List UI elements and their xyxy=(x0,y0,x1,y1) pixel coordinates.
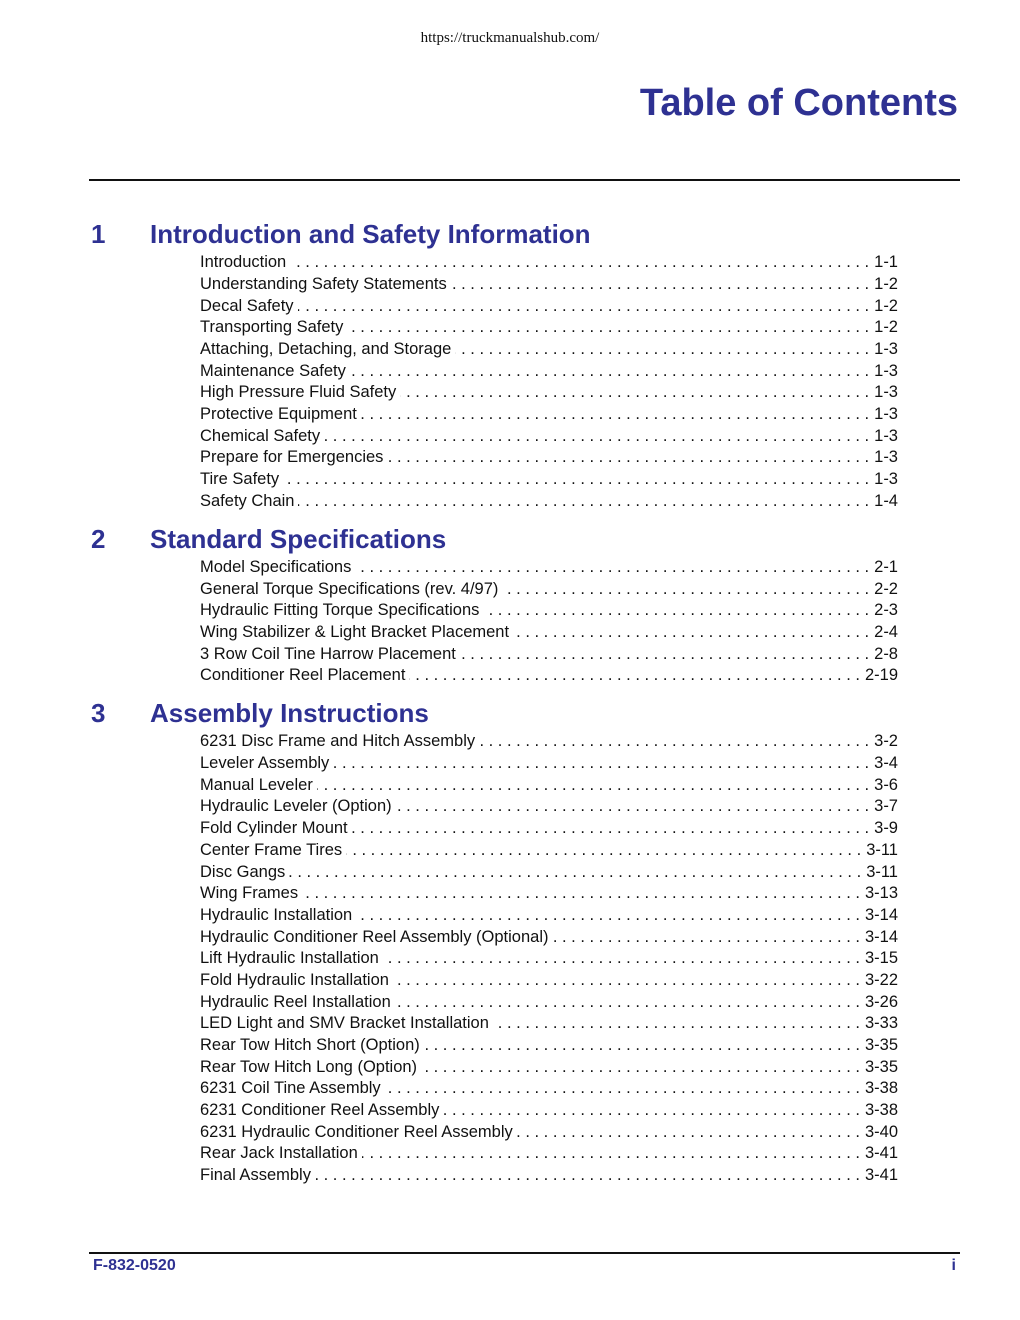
dot-leader xyxy=(400,382,869,404)
toc-entry-label: Tire Safety xyxy=(200,470,280,489)
dot-leader xyxy=(290,252,869,274)
toc-entry-label: Hydraulic Conditioner Reel Assembly (Optional) xyxy=(200,927,549,946)
toc-entry-label: Hydraulic Installation xyxy=(200,905,353,924)
toc-entry[interactable] xyxy=(200,382,898,404)
toc-entry[interactable] xyxy=(200,1100,898,1122)
dot-leader xyxy=(333,753,869,775)
toc-entry-page: 2-19 xyxy=(864,666,898,685)
toc-entry-page: 1-3 xyxy=(874,361,898,380)
toc-entry[interactable] xyxy=(200,426,898,448)
toc-entry-label: Introduction xyxy=(200,253,287,272)
section-number: 3 xyxy=(91,698,106,729)
section-heading xyxy=(91,524,898,554)
dot-leader xyxy=(298,491,869,513)
toc-entry-label: High Pressure Fluid Safety xyxy=(200,383,397,402)
toc-entry-page: 3-22 xyxy=(864,970,898,989)
toc-entry[interactable] xyxy=(200,948,898,970)
toc-entry-page: 3-40 xyxy=(864,1122,898,1141)
footer-divider xyxy=(89,1252,960,1254)
toc-entry-page: 1-3 xyxy=(874,404,898,423)
toc-entry[interactable] xyxy=(200,447,898,469)
toc-entry[interactable] xyxy=(200,905,898,927)
dot-leader xyxy=(460,644,869,666)
dot-leader xyxy=(362,1143,860,1165)
toc-entry-label: Conditioner Reel Placement xyxy=(200,666,406,685)
toc-entry[interactable] xyxy=(200,579,898,601)
section-number: 2 xyxy=(91,523,106,554)
toc-entry-page: 3-26 xyxy=(864,992,898,1011)
dot-leader xyxy=(352,818,869,840)
toc-entry[interactable] xyxy=(200,491,898,513)
toc-entry[interactable] xyxy=(200,665,898,687)
toc-entry-label: Attaching, Detaching, and Storage xyxy=(200,339,452,358)
toc-entry[interactable] xyxy=(200,927,898,949)
toc-entry-label: Lift Hydraulic Installation xyxy=(200,949,379,968)
dot-leader xyxy=(424,1035,860,1057)
dot-leader xyxy=(517,1122,860,1144)
toc-entry[interactable] xyxy=(200,1143,898,1165)
toc-entry[interactable] xyxy=(200,317,898,339)
toc-entry-page: 3-35 xyxy=(864,1057,898,1076)
toc-entry-label: Hydraulic Leveler (Option) xyxy=(200,797,392,816)
toc-entry-label: 6231 Disc Frame and Hitch Assembly xyxy=(200,732,476,751)
toc-entry-page: 3-38 xyxy=(864,1101,898,1120)
toc-entry[interactable] xyxy=(200,731,898,753)
toc-entry-label: Hydraulic Reel Installation xyxy=(200,992,391,1011)
toc-entry[interactable] xyxy=(200,992,898,1014)
toc-entry-list xyxy=(200,557,898,687)
dot-leader xyxy=(289,862,861,884)
dot-leader xyxy=(393,970,860,992)
toc-entry-page: 3-4 xyxy=(874,754,898,773)
toc-entry[interactable] xyxy=(200,883,898,905)
toc-entry-label: Leveler Assembly xyxy=(200,754,330,773)
toc-entry-page: 3-38 xyxy=(864,1079,898,1098)
section-title: Introduction and Safety Information xyxy=(150,219,591,249)
dot-leader xyxy=(361,404,869,426)
toc-entry-page: 1-3 xyxy=(874,426,898,445)
toc-entry-page: 2-8 xyxy=(874,644,898,663)
section-title: Assembly Instructions xyxy=(150,698,429,729)
section-title: Standard Specifications xyxy=(150,523,447,554)
toc-entry-label: Wing Stabilizer & Light Bracket Placement xyxy=(200,622,510,641)
toc-entry-page: 3-15 xyxy=(864,949,898,968)
dot-leader xyxy=(443,1100,860,1122)
toc-entry[interactable] xyxy=(200,1013,898,1035)
toc-entry[interactable] xyxy=(200,600,898,622)
toc-entry-page: 3-11 xyxy=(866,862,898,881)
toc-entry-list xyxy=(200,252,898,512)
toc-entry-label: Fold Hydraulic Installation xyxy=(200,970,389,989)
dot-leader xyxy=(283,469,869,491)
dot-leader xyxy=(483,600,869,622)
toc-section xyxy=(91,698,898,1187)
dot-leader xyxy=(324,426,869,448)
toc-entry[interactable] xyxy=(200,970,898,992)
toc-entry[interactable] xyxy=(200,1035,898,1057)
document-number: F-832-0520 xyxy=(93,1257,176,1274)
toc-entry-label: LED Light and SMV Bracket Installation xyxy=(200,1014,489,1033)
toc-entry-page: 3-9 xyxy=(874,819,898,838)
toc-entry-page: 3-14 xyxy=(864,927,898,946)
toc-entry[interactable] xyxy=(200,818,898,840)
toc-entry-label: Safety Chain xyxy=(200,491,295,510)
toc-entry-label: Fold Cylinder Mount xyxy=(200,819,348,838)
dot-leader xyxy=(317,775,869,797)
toc-entry-label: 6231 Coil Tine Assembly xyxy=(200,1079,381,1098)
dot-leader xyxy=(383,948,860,970)
toc-entry-label: Understanding Safety Statements xyxy=(200,274,447,293)
toc-entry[interactable] xyxy=(200,469,898,491)
toc-entry[interactable] xyxy=(200,1122,898,1144)
dot-leader xyxy=(347,317,869,339)
toc-entry-label: Rear Tow Hitch Long (Option) xyxy=(200,1057,418,1076)
dot-leader xyxy=(346,840,861,862)
dot-leader xyxy=(302,883,860,905)
dot-leader xyxy=(356,905,860,927)
toc-entry-label: Model Specifications xyxy=(200,557,352,576)
toc-entry-label: Prepare for Emergencies xyxy=(200,448,384,467)
toc-entry-page: 1-3 xyxy=(874,448,898,467)
toc-entry-label: 6231 Conditioner Reel Assembly xyxy=(200,1101,440,1120)
dot-leader xyxy=(315,1165,860,1187)
dot-leader xyxy=(385,1078,860,1100)
toc-entry-page: 1-1 xyxy=(874,253,898,272)
toc-entry-page: 3-33 xyxy=(864,1014,898,1033)
dot-leader xyxy=(513,622,869,644)
toc-entry[interactable] xyxy=(200,274,898,296)
toc-entry-page: 1-4 xyxy=(874,491,898,510)
toc-entry[interactable] xyxy=(200,644,898,666)
toc-entry-page: 1-3 xyxy=(874,470,898,489)
toc-entry[interactable] xyxy=(200,753,898,775)
toc-entry[interactable] xyxy=(200,339,898,361)
toc-entry[interactable] xyxy=(200,796,898,818)
toc-section xyxy=(91,524,898,687)
toc-entry[interactable] xyxy=(200,775,898,797)
dot-leader xyxy=(298,296,870,318)
toc-entry-page: 3-35 xyxy=(864,1036,898,1055)
toc-entry-label: General Torque Specifications (rev. 4/97) xyxy=(200,579,499,598)
toc-entry[interactable] xyxy=(200,296,898,318)
toc-entry[interactable] xyxy=(200,862,898,884)
toc-entry-page: 2-4 xyxy=(874,622,898,641)
toc-entry-label: 3 Row Coil Tine Harrow Placement xyxy=(200,644,456,663)
toc-entry[interactable] xyxy=(200,404,898,426)
dot-leader xyxy=(395,992,860,1014)
toc-entry-list xyxy=(200,731,898,1186)
toc-entry-label: Protective Equipment xyxy=(200,404,357,423)
toc-entry[interactable] xyxy=(200,557,898,579)
toc-entry-label: Decal Safety xyxy=(200,296,294,315)
dot-leader xyxy=(350,361,869,383)
table-of-contents xyxy=(91,219,898,1187)
toc-entry-page: 3-41 xyxy=(864,1144,898,1163)
toc-entry-label: Hydraulic Fitting Torque Specifications xyxy=(200,601,480,620)
toc-entry-page: 3-7 xyxy=(874,797,898,816)
toc-entry[interactable] xyxy=(200,840,898,862)
toc-entry-page: 1-2 xyxy=(874,318,898,337)
dot-leader xyxy=(355,557,869,579)
toc-entry-page: 3-14 xyxy=(864,905,898,924)
toc-entry-page: 3-41 xyxy=(864,1166,898,1185)
toc-entry-page: 1-3 xyxy=(874,383,898,402)
toc-entry-page: 1-2 xyxy=(874,296,898,315)
dot-leader xyxy=(479,731,869,753)
dot-leader xyxy=(455,339,869,361)
toc-entry[interactable] xyxy=(200,1057,898,1079)
source-url-link[interactable]: https://truckmanualshub.com/ xyxy=(420,30,600,46)
toc-entry-page: 2-3 xyxy=(874,601,898,620)
toc-entry-page: 2-1 xyxy=(874,557,898,576)
page-title: Table of Contents xyxy=(639,82,958,124)
toc-entry-page: 3-2 xyxy=(874,732,898,751)
toc-entry[interactable] xyxy=(200,1165,898,1187)
page-number: i xyxy=(951,1257,956,1274)
section-heading xyxy=(91,219,898,249)
toc-entry-page: 1-2 xyxy=(874,274,898,293)
section-number: 1 xyxy=(91,219,106,249)
toc-entry-page: 2-2 xyxy=(874,579,898,598)
toc-entry-page: 3-11 xyxy=(866,840,898,859)
toc-section xyxy=(91,219,898,512)
toc-entry-label: Final Assembly xyxy=(200,1166,311,1185)
toc-entry-label: Disc Gangs xyxy=(200,862,286,881)
header-divider xyxy=(89,179,960,181)
toc-entry-page: 3-13 xyxy=(864,884,898,903)
dot-leader xyxy=(421,1057,860,1079)
toc-entry[interactable] xyxy=(200,361,898,383)
toc-entry-page: 1-3 xyxy=(874,339,898,358)
toc-entry-label: Rear Tow Hitch Short (Option) xyxy=(200,1036,420,1055)
toc-entry[interactable] xyxy=(200,622,898,644)
dot-leader xyxy=(552,927,859,949)
toc-entry[interactable] xyxy=(200,252,898,274)
toc-entry-label: 6231 Hydraulic Conditioner Reel Assembly xyxy=(200,1122,513,1141)
section-heading xyxy=(91,698,898,728)
dot-leader xyxy=(396,796,869,818)
toc-entry-label: Transporting Safety xyxy=(200,318,344,337)
toc-entry-label: Rear Jack Installation xyxy=(200,1144,358,1163)
toc-entry-label: Wing Frames xyxy=(200,884,299,903)
toc-entry-page: 3-6 xyxy=(874,775,898,794)
toc-entry-label: Center Frame Tires xyxy=(200,840,343,859)
dot-leader xyxy=(493,1013,860,1035)
dot-leader xyxy=(502,579,869,601)
toc-entry-label: Maintenance Safety xyxy=(200,361,346,380)
dot-leader xyxy=(409,665,860,687)
toc-entry[interactable] xyxy=(200,1078,898,1100)
dot-leader xyxy=(387,447,869,469)
dot-leader xyxy=(451,274,869,296)
toc-entry-label: Chemical Safety xyxy=(200,426,321,445)
toc-entry-label: Manual Leveler xyxy=(200,775,313,794)
